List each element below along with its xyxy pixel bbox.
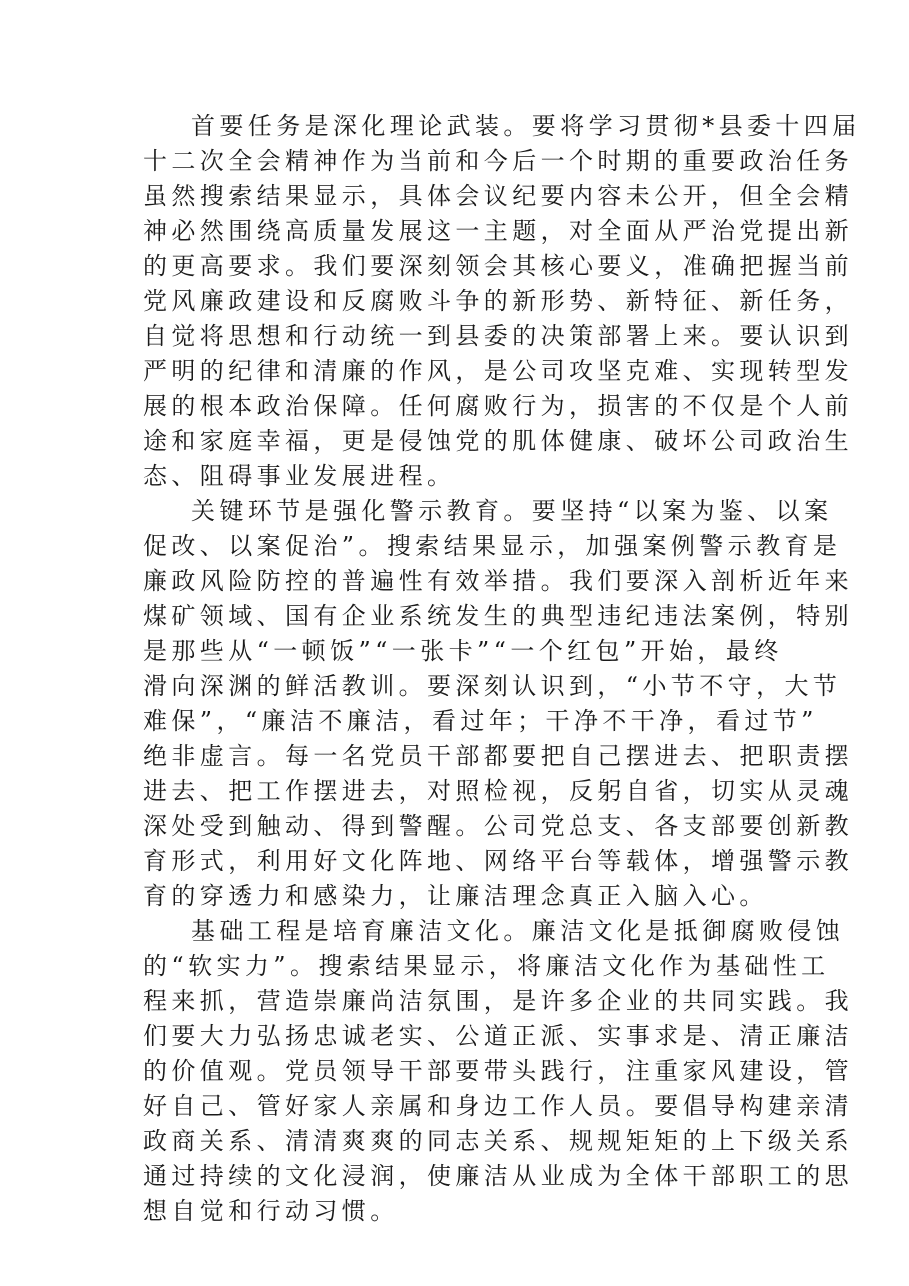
text-line: 的“软实力”。搜索结果显示，将廉洁文化作为基础性工 (143, 952, 830, 980)
text-line: 虽然搜索结果显示，具体会议纪要内容未公开，但全会精 (143, 182, 853, 210)
text-line: 育形式，利用好文化阵地、网络平台等载体，增强警示教 (143, 847, 853, 875)
document-body (143, 109, 861, 1229)
text-line: 深处受到触动、得到警醒。公司党总支、各支部要创新教 (143, 812, 853, 840)
text-line: 难保”，“廉洁不廉洁，看过年；干净不干净，看过节” (143, 707, 818, 735)
text-line: 是那些从“一顿饭”“一张卡”“一个红包”开始，最终 (143, 637, 783, 665)
text-line: 促改、以案促治”。搜索结果显示，加强案例警示教育是 (143, 532, 842, 560)
text-line: 程来抓，营造崇廉尚洁氛围，是许多企业的共同实践。我 (143, 987, 853, 1015)
text-line: 通过持续的文化浸润，使廉洁从业成为全体干部职工的思 (143, 1162, 853, 1190)
text-line: 煤矿领域、国有企业系统发生的典型违纪违法案例，特别 (143, 602, 853, 630)
paragraph-integrity-culture (143, 914, 853, 1229)
text-line: 好自己、管好家人亲属和身边工作人员。要倡导构建亲清 (143, 1092, 853, 1120)
paragraph-theory (143, 109, 861, 494)
text-line: 的价值观。党员领导干部要带头践行，注重家风建设，管 (143, 1057, 853, 1085)
text-line: 党风廉政建设和反腐败斗争的新形势、新特征、新任务， (143, 287, 853, 315)
text-line: 态、阻碍事业发展进程。 (143, 462, 456, 490)
text-line: 严明的纪律和清廉的作风，是公司攻坚克难、实现转型发 (143, 357, 853, 385)
text-line: 政商关系、清清爽爽的同志关系、规规矩矩的上下级关系 (143, 1127, 853, 1155)
text-line: 自觉将思想和行动统一到县委的决策部署上来。要认识到 (143, 322, 853, 350)
text-line: 绝非虚言。每一名党员干部都要把自己摆进去、把职责摆 (143, 742, 853, 770)
paragraph-warning-education (143, 494, 853, 914)
text-line: 十二次全会精神作为当前和今后一个时期的重要政治任务 (143, 147, 853, 175)
text-line: 首要任务是深化理论武装。要将学习贯彻*县委十四届 (191, 112, 861, 140)
text-line: 基础工程是培育廉洁文化。廉洁文化是抵御腐败侵蚀 (191, 917, 845, 945)
text-line: 育的穿透力和感染力，让廉洁理念真正入脑入心。 (143, 882, 768, 910)
text-line: 滑向深渊的鲜活教训。要深刻认识到，“小节不守，大节 (143, 672, 842, 700)
text-line: 想自觉和行动习惯。 (143, 1197, 399, 1225)
text-line: 的更高要求。我们要深刻领会其核心要义，准确把握当前 (143, 252, 853, 280)
text-line: 关键环节是强化警示教育。要坚持“以案为鉴、以案 (191, 497, 833, 525)
text-line: 进去、把工作摆进去，对照检视，反躬自省，切实从灵魂 (143, 777, 853, 805)
text-line: 途和家庭幸福，更是侵蚀党的肌体健康、破坏公司政治生 (143, 427, 853, 455)
text-line: 神必然围绕高质量发展这一主题，对全面从严治党提出新 (143, 217, 853, 245)
text-line: 廉政风险防控的普遍性有效举措。我们要深入剖析近年来 (143, 567, 853, 595)
text-line: 展的根本政治保障。任何腐败行为，损害的不仅是个人前 (143, 392, 853, 420)
text-line: 们要大力弘扬忠诚老实、公道正派、实事求是、清正廉洁 (143, 1022, 853, 1050)
